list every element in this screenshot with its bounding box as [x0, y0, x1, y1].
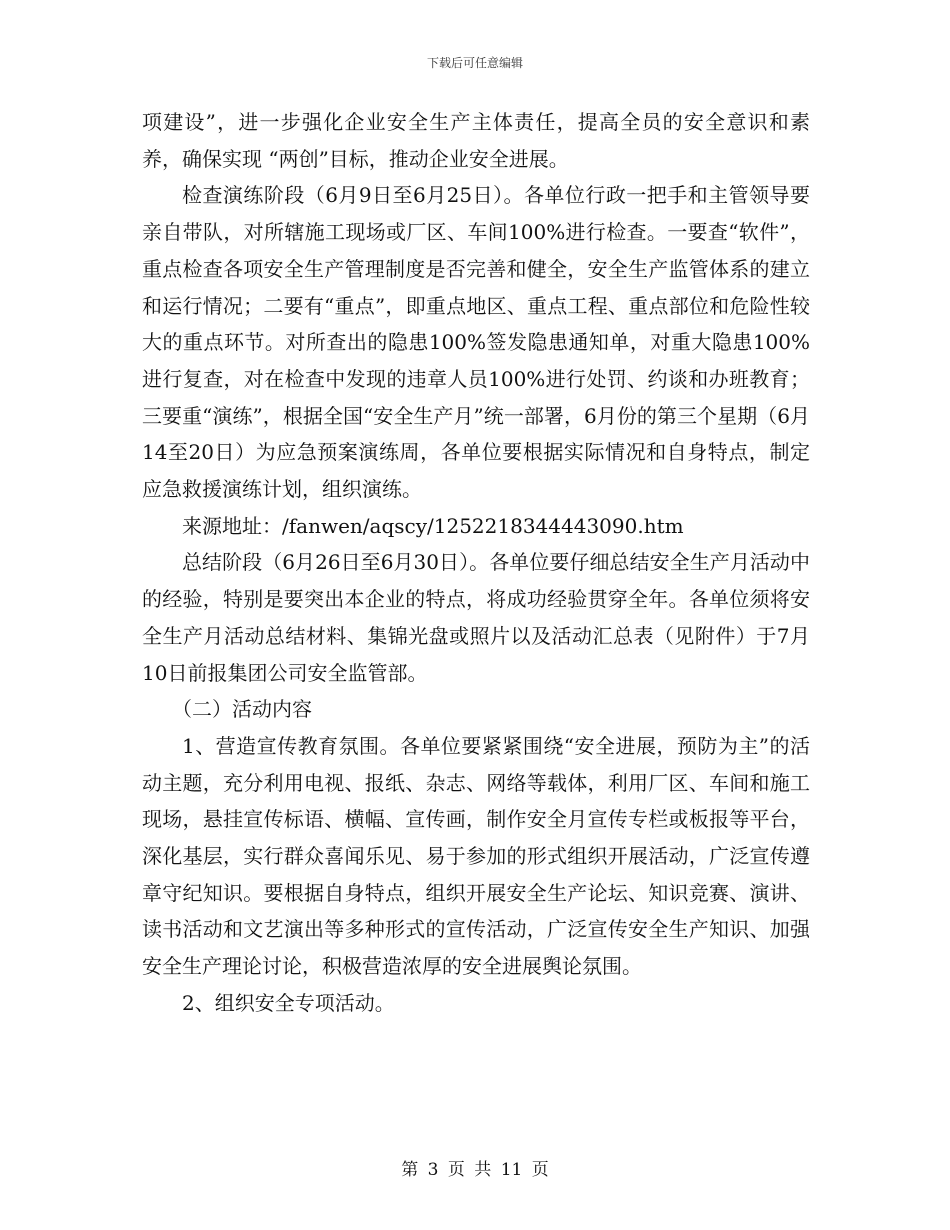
paragraph-continuation: 项建设”，进一步强化企业安全生产主体责任，提高全员的安全意识和素养，确保实现 “两创”目标，推动企业安全进展。: [142, 110, 810, 171]
paragraph-inspection-stage: 检查演练阶段（6月9日至6月25日）。各单位行政一把手和主管领导要亲自带队，对所辖施工现场或厂区、车间100%进行检查。一要查“软件”，重点检查各项安全生产管理制度是否完善和健全，安全生产监管体系的建立和运行情况；二要有“重点”，即重点地区、重点工程、重点部位和危险性较大的重点环节。对所查出的隐患100%签发隐患通知单，对重大隐患100%进行复查，对在检查中发现的违章人员100%进行处罚、约谈和办班教育；三要重“演练”，根据全国“安全生产月”统一部署，6月份的第三个星期（6月14至20日）为应急预案演练周，各单位要根据实际情况和自身特点，制定应急救援演练计划，组织演练。: [142, 183, 810, 502]
paragraph-source-address: 来源地址：/fanwen/aqscy/1252218344443090.htm: [182, 513, 684, 538]
paragraph-summary-stage: 总结阶段（6月26日至6月30日）。各单位要仔细总结安全生产月活动中的经验，特别是要突出本企业的特点，将成功经验贯穿全年。各单位须将安全生产月活动总结材料、集锦光盘或照片以及活动汇总表（见附件）于7月10日前报集团公司安全监管部。: [142, 550, 810, 685]
section-heading-activity-content: （二）活动内容: [172, 697, 312, 722]
paragraph-publicity-education: 1、营造宣传教育氛围。各单位要紧紧围绕“安全进展，预防为主”的活动主题，充分利用电视、报纸、杂志、网络等载体，利用厂区、车间和施工现场，悬挂宣传标语、横幅、宣传画，制作安全月宣传专栏或板报等平台，深化基层，实行群众喜闻乐见、易于参加的形式组织开展活动，广泛宣传遵章守纪知识。要根据自身特点，组织开展安全生产论坛、知识竞赛、演讲、读书活动和文艺演出等多种形式的宣传活动，广泛宣传安全生产知识、加强安全生产理论讨论，积极营造浓厚的安全进展舆论氛围。: [142, 733, 810, 979]
paragraph-special-activities: 2、组织安全专项活动。: [182, 990, 395, 1015]
page-header-note: 下载后可任意编辑: [426, 56, 523, 70]
document-body: [142, 104, 810, 1022]
page-number-footer: 第 3 页 共 11 页: [401, 1160, 549, 1180]
